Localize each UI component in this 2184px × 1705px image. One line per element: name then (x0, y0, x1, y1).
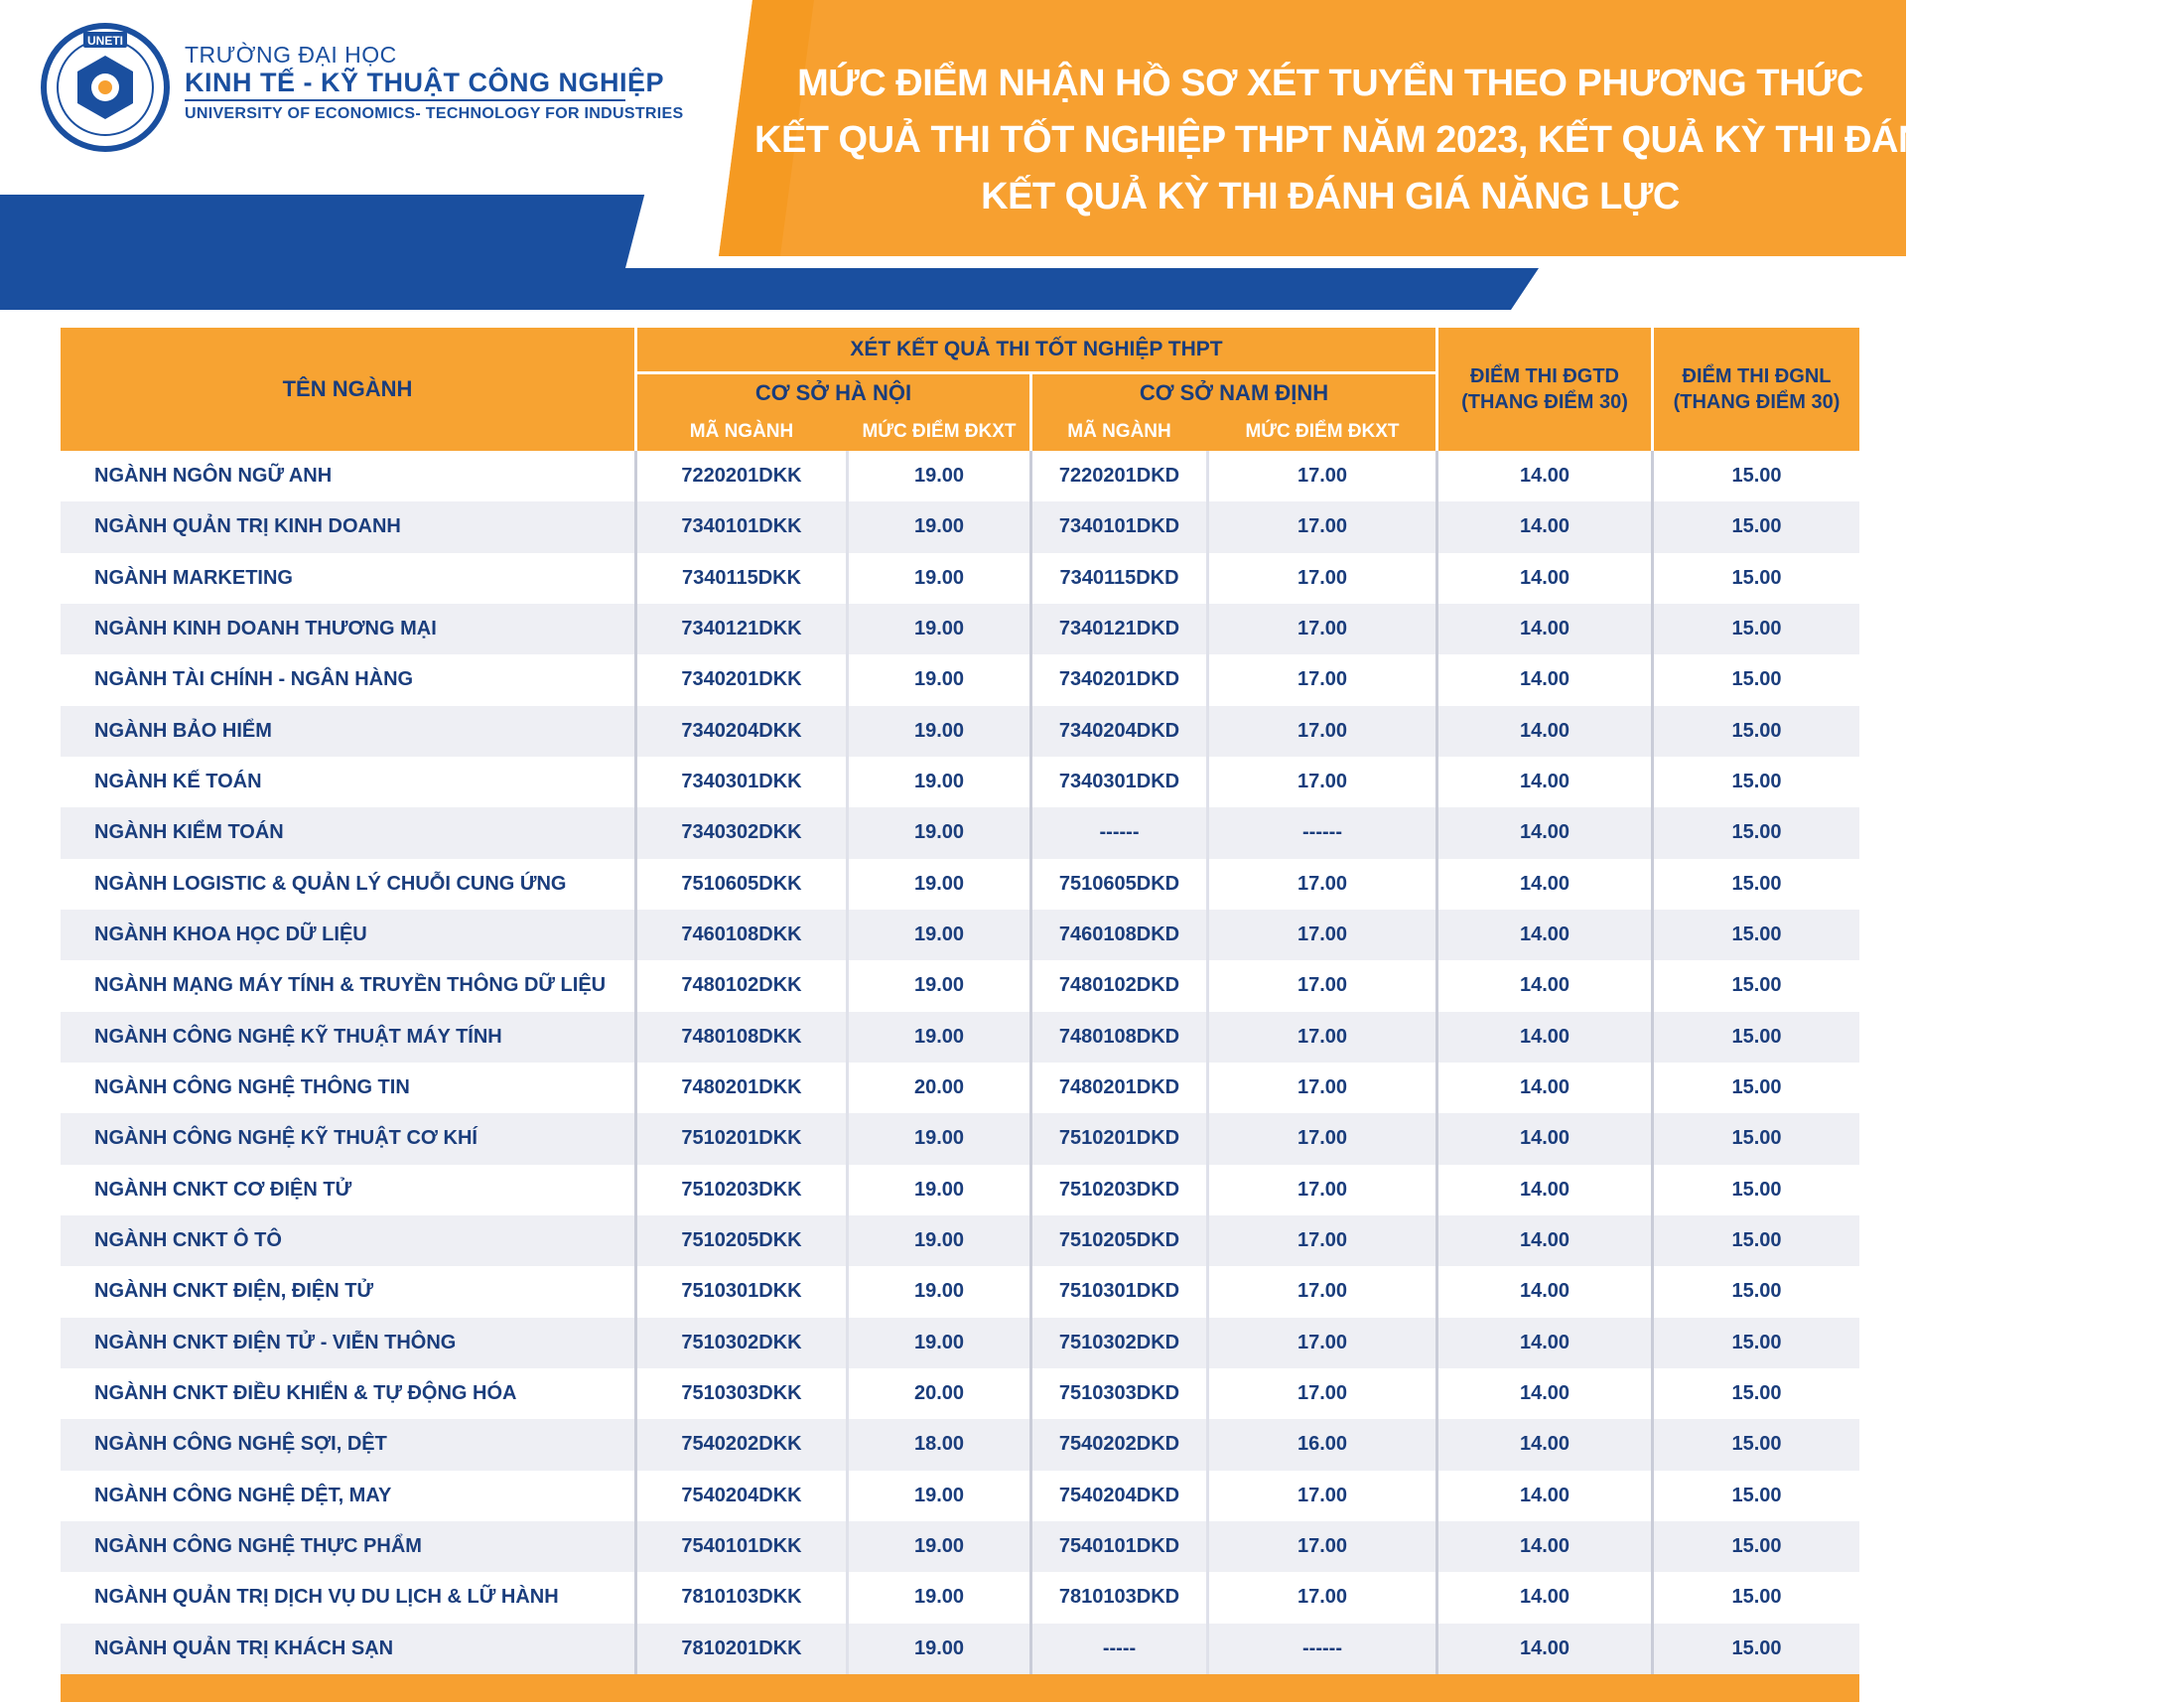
namdinh-score-cell: 17.00 (1297, 1025, 1348, 1048)
dgnl-score-cell: 15.00 (1731, 1484, 1782, 1506)
dgnl-score-cell: 15.00 (1731, 872, 1782, 895)
namdinh-code-cell: 7540204DKD (1058, 1484, 1180, 1506)
dgnl-score-cell: 15.00 (1731, 1229, 1782, 1252)
hanoi-code-cell: 7340121DKK (681, 618, 802, 640)
dgtd-score-cell: 14.00 (1519, 821, 1570, 844)
logo-uneti-text: UNETI (87, 34, 123, 48)
dgnl-score-cell: 15.00 (1731, 465, 1782, 488)
hanoi-score-cell: 19.00 (913, 719, 965, 742)
headline-line2: KẾT QUẢ THI TỐT NGHIỆP THPT NĂM 2023, KẾT QUẢ KỲ THI ĐÁNH GIÁ TƯ DUY, (754, 119, 2184, 161)
table-row (61, 604, 1859, 654)
dgtd-score-cell: 14.00 (1519, 1229, 1570, 1252)
hanoi-score-cell: 18.00 (913, 1433, 965, 1456)
dgnl-score-cell: 15.00 (1731, 1331, 1782, 1353)
admission-score-table (61, 328, 1859, 1702)
namdinh-score-cell: 17.00 (1297, 872, 1348, 895)
dgtd-score-cell: 14.00 (1519, 1178, 1570, 1201)
namdinh-score-cell: 17.00 (1297, 1229, 1348, 1252)
major-name-cell: NGÀNH KẾ TOÁN (94, 771, 262, 793)
column-divider (1651, 451, 1654, 1674)
dgtd-score-cell: 14.00 (1519, 1127, 1570, 1150)
table-body (61, 451, 1859, 1674)
namdinh-score-cell: 17.00 (1297, 1127, 1348, 1150)
namdinh-score-cell: 17.00 (1297, 1382, 1348, 1405)
table-row (61, 451, 1859, 501)
table-row (61, 1266, 1859, 1317)
hanoi-score-cell: 19.00 (913, 618, 965, 640)
table-row (61, 1471, 1859, 1521)
table-row (61, 960, 1859, 1011)
hanoi-code-cell: 7340201DKK (681, 668, 802, 691)
table-row (61, 1572, 1859, 1623)
major-name-cell: NGÀNH QUẢN TRỊ KHÁCH SẠN (94, 1636, 394, 1659)
hanoi-code-cell: 7540101DKK (681, 1535, 802, 1558)
namdinh-code-cell: 7540101DKD (1058, 1535, 1180, 1558)
school-name-line1: TRƯỜNG ĐẠI HỌC (185, 42, 397, 68)
school-name-line2: KINH TẾ - KỸ THUẬT CÔNG NGHIỆP (185, 68, 665, 97)
namdinh-score-cell: 17.00 (1297, 719, 1348, 742)
major-name-cell: NGÀNH TÀI CHÍNH - NGÂN HÀNG (94, 668, 414, 691)
namdinh-code-cell: 7340115DKD (1059, 566, 1179, 589)
dgnl-score-cell: 15.00 (1731, 1178, 1782, 1201)
hanoi-code-cell: 7510205DKK (681, 1229, 802, 1252)
namdinh-score-cell: 17.00 (1297, 1586, 1348, 1609)
major-name-cell: NGÀNH CNKT ĐIỀU KHIỂN & TỰ ĐỘNG HÓA (94, 1382, 517, 1405)
dgnl-score-cell: 15.00 (1731, 1433, 1782, 1456)
hanoi-score-cell: 19.00 (913, 771, 965, 793)
dgtd-score-cell: 14.00 (1519, 1535, 1570, 1558)
table-row (61, 1368, 1859, 1419)
header-divider (1435, 328, 1438, 451)
namdinh-code-cell: ----- (1102, 1636, 1137, 1659)
namdinh-code-cell: 7510605DKD (1058, 872, 1180, 895)
dgtd-score-cell: 14.00 (1519, 924, 1570, 946)
hanoi-code-cell: 7510301DKK (681, 1280, 802, 1303)
hanoi-score-cell: 20.00 (913, 1076, 965, 1099)
dgnl-score-cell: 15.00 (1731, 668, 1782, 691)
header-dgtd-line2: (THANG ĐIỂM 30) (1461, 391, 1628, 413)
dgnl-score-cell: 15.00 (1731, 1535, 1782, 1558)
dgnl-score-cell: 15.00 (1731, 924, 1782, 946)
major-name-cell: NGÀNH CNKT ĐIỆN TỬ - VIỄN THÔNG (94, 1331, 457, 1353)
hanoi-code-cell: 7540202DKK (681, 1433, 802, 1456)
hanoi-code-cell: 7480102DKK (681, 974, 802, 997)
major-name-cell: NGÀNH MARKETING (94, 566, 293, 589)
namdinh-score-cell: 17.00 (1297, 1484, 1348, 1506)
table-row (61, 757, 1859, 807)
major-name-cell: NGÀNH CÔNG NGHỆ KỸ THUẬT MÁY TÍNH (94, 1025, 502, 1048)
dgnl-score-cell: 15.00 (1731, 515, 1782, 538)
namdinh-score-cell: ------ (1302, 1636, 1342, 1659)
namdinh-code-cell: 7340301DKD (1058, 771, 1180, 793)
hanoi-score-cell: 19.00 (913, 566, 965, 589)
table-row (61, 1419, 1859, 1470)
hanoi-code-cell: 7340101DKK (681, 515, 802, 538)
header-thpt-group: XÉT KẾT QUẢ THI TỐT NGHIỆP THPT (850, 338, 1223, 360)
dgnl-score-cell: 15.00 (1731, 1586, 1782, 1609)
namdinh-score-cell: 17.00 (1297, 1331, 1348, 1353)
dgtd-score-cell: 14.00 (1519, 1433, 1570, 1456)
dgtd-score-cell: 14.00 (1519, 1382, 1570, 1405)
table-row (61, 1165, 1859, 1215)
header-dgtd (1438, 328, 1651, 451)
major-name-cell: NGÀNH CNKT CƠ ĐIỆN TỬ (94, 1178, 352, 1201)
hanoi-code-cell: 7220201DKK (681, 465, 802, 488)
namdinh-score-cell: 17.00 (1297, 1535, 1348, 1558)
header-campus-hanoi: CƠ SỞ HÀ NỘI (754, 380, 912, 405)
hanoi-code-cell: 7340302DKK (681, 821, 802, 844)
namdinh-code-cell: 7510201DKD (1058, 1127, 1180, 1150)
dgtd-score-cell: 14.00 (1519, 515, 1570, 538)
hanoi-code-cell: 7480201DKK (681, 1076, 802, 1099)
namdinh-score-cell: 17.00 (1297, 618, 1348, 640)
dgtd-score-cell: 14.00 (1519, 465, 1570, 488)
namdinh-code-cell: ------ (1099, 821, 1140, 844)
university-logo (36, 18, 175, 157)
school-name-english: UNIVERSITY OF ECONOMICS- TECHNOLOGY FOR INDUSTRIES (185, 105, 684, 122)
namdinh-code-cell: 7510205DKD (1058, 1229, 1180, 1252)
table-row (61, 1318, 1859, 1368)
headline-line3: KẾT QUẢ KỲ THI ĐÁNH GIÁ NĂNG LỰC (981, 176, 1680, 217)
dgtd-score-cell: 14.00 (1519, 566, 1570, 589)
header-hanoi-score: MỨC ĐIỂM ĐKXT (862, 421, 1017, 442)
headline (754, 56, 2184, 225)
column-divider (634, 451, 637, 1674)
hanoi-score-cell: 19.00 (913, 515, 965, 538)
namdinh-code-cell: 7510303DKD (1058, 1382, 1180, 1405)
major-name-cell: NGÀNH CNKT ĐIỆN, ĐIỆN TỬ (94, 1280, 374, 1303)
hanoi-score-cell: 19.00 (913, 924, 965, 946)
dgnl-score-cell: 15.00 (1731, 1025, 1782, 1048)
namdinh-code-cell: 7540202DKD (1058, 1433, 1180, 1456)
table-row (61, 501, 1859, 552)
hanoi-score-cell: 19.00 (913, 1535, 965, 1558)
hanoi-code-cell: 7510203DKK (681, 1178, 802, 1201)
table-row (61, 706, 1859, 757)
namdinh-code-cell: 7340204DKD (1058, 719, 1180, 742)
hanoi-score-cell: 19.00 (913, 1280, 965, 1303)
major-name-cell: NGÀNH MẠNG MÁY TÍNH & TRUYỀN THÔNG DỮ LIỆU (94, 974, 607, 997)
dgnl-score-cell: 15.00 (1731, 1382, 1782, 1405)
table-row (61, 1113, 1859, 1164)
hanoi-score-cell: 19.00 (913, 1636, 965, 1659)
header-dgtd-line1: ĐIỂM THI ĐGTD (1470, 365, 1619, 387)
hanoi-score-cell: 19.00 (913, 1586, 965, 1609)
header-hanoi-code: MÃ NGÀNH (689, 421, 794, 442)
headline-line1: MỨC ĐIỂM NHẬN HỒ SƠ XÉT TUYỂN THEO PHƯƠNG THỨC (797, 63, 1863, 104)
major-name-cell: NGÀNH CÔNG NGHỆ THÔNG TIN (94, 1076, 410, 1099)
table-header (61, 328, 1859, 451)
major-name-cell: NGÀNH CÔNG NGHỆ DỆT, MAY (94, 1484, 392, 1506)
column-divider (1206, 451, 1209, 1674)
header-divider (634, 371, 1438, 374)
hanoi-code-cell: 7510201DKK (681, 1127, 802, 1150)
namdinh-code-cell: 7340121DKD (1058, 618, 1180, 640)
namdinh-code-cell: 7480201DKD (1058, 1076, 1180, 1099)
dgtd-score-cell: 14.00 (1519, 719, 1570, 742)
hanoi-code-cell: 7340204DKK (681, 719, 802, 742)
dgnl-score-cell: 15.00 (1731, 1076, 1782, 1099)
header-divider (1029, 371, 1032, 451)
namdinh-score-cell: 17.00 (1297, 1076, 1348, 1099)
table-footer-band (61, 1674, 1859, 1702)
hanoi-score-cell: 19.00 (913, 1178, 965, 1201)
major-name-cell: NGÀNH KHOA HỌC DỮ LIỆU (94, 924, 367, 946)
header-namdinh-code: MÃ NGÀNH (1067, 421, 1171, 442)
dgtd-score-cell: 14.00 (1519, 1484, 1570, 1506)
dgtd-score-cell: 14.00 (1519, 1076, 1570, 1099)
table-row (61, 553, 1859, 604)
namdinh-score-cell: 17.00 (1297, 465, 1348, 488)
table-row (61, 1063, 1859, 1113)
table-row (61, 1215, 1859, 1266)
dgtd-score-cell: 14.00 (1519, 618, 1570, 640)
namdinh-code-cell: 7510203DKD (1058, 1178, 1180, 1201)
namdinh-code-cell: 7340101DKD (1058, 515, 1180, 538)
header-major-name: TÊN NGÀNH (282, 376, 413, 401)
major-name-cell: NGÀNH NGÔN NGỮ ANH (94, 465, 333, 488)
major-name-cell: NGÀNH CÔNG NGHỆ THỰC PHẨM (94, 1535, 422, 1558)
table-row (61, 910, 1859, 960)
dgnl-score-cell: 15.00 (1731, 566, 1782, 589)
dgtd-score-cell: 14.00 (1519, 1636, 1570, 1659)
header-campus-namdinh: CƠ SỞ NAM ĐỊNH (1139, 380, 1329, 405)
dgnl-score-cell: 15.00 (1731, 1636, 1782, 1659)
table-row (61, 1012, 1859, 1063)
dgtd-score-cell: 14.00 (1519, 668, 1570, 691)
table-row (61, 807, 1859, 858)
dgtd-score-cell: 14.00 (1519, 1280, 1570, 1303)
hanoi-code-cell: 7810201DKK (681, 1636, 802, 1659)
hanoi-code-cell: 7480108DKK (681, 1025, 802, 1048)
table-row (61, 654, 1859, 705)
header-divider (634, 328, 637, 451)
hanoi-score-cell: 19.00 (913, 1331, 965, 1353)
namdinh-score-cell: 17.00 (1297, 668, 1348, 691)
header-namdinh-score: MỨC ĐIỂM ĐKXT (1245, 421, 1400, 442)
hanoi-code-cell: 7460108DKK (681, 924, 802, 946)
header-dgnl-line2: (THANG ĐIỂM 30) (1673, 391, 1841, 413)
namdinh-score-cell: 17.00 (1297, 515, 1348, 538)
major-name-cell: NGÀNH CNKT Ô TÔ (94, 1229, 282, 1252)
namdinh-score-cell: 16.00 (1297, 1433, 1348, 1456)
namdinh-score-cell: 17.00 (1297, 924, 1348, 946)
school-name-underline (185, 99, 625, 101)
hanoi-score-cell: 19.00 (913, 465, 965, 488)
dgnl-score-cell: 15.00 (1731, 719, 1782, 742)
major-name-cell: NGÀNH KINH DOANH THƯƠNG MẠI (94, 618, 437, 640)
namdinh-code-cell: 7480108DKD (1058, 1025, 1180, 1048)
dgtd-score-cell: 14.00 (1519, 771, 1570, 793)
column-divider (1435, 451, 1438, 1674)
major-name-cell: NGÀNH QUẢN TRỊ KINH DOANH (94, 515, 401, 538)
hanoi-code-cell: 7510605DKK (681, 872, 802, 895)
dgtd-score-cell: 14.00 (1519, 974, 1570, 997)
hanoi-score-cell: 20.00 (913, 1382, 965, 1405)
hanoi-score-cell: 19.00 (913, 1127, 965, 1150)
namdinh-score-cell: 17.00 (1297, 1178, 1348, 1201)
dgnl-score-cell: 15.00 (1731, 1280, 1782, 1303)
dgtd-score-cell: 14.00 (1519, 1331, 1570, 1353)
dgtd-score-cell: 14.00 (1519, 1025, 1570, 1048)
major-name-cell: NGÀNH CÔNG NGHỆ KỸ THUẬT CƠ KHÍ (94, 1127, 478, 1150)
dgtd-score-cell: 14.00 (1519, 872, 1570, 895)
namdinh-code-cell: 7460108DKD (1058, 924, 1180, 946)
hanoi-code-cell: 7540204DKK (681, 1484, 802, 1506)
dgnl-score-cell: 15.00 (1731, 974, 1782, 997)
hanoi-score-cell: 19.00 (913, 872, 965, 895)
major-name-cell: NGÀNH KIỂM TOÁN (94, 821, 284, 844)
namdinh-score-cell: ------ (1302, 821, 1342, 844)
dgnl-score-cell: 15.00 (1731, 1127, 1782, 1150)
namdinh-code-cell: 7340201DKD (1058, 668, 1180, 691)
dgnl-score-cell: 15.00 (1731, 618, 1782, 640)
hanoi-score-cell: 19.00 (913, 668, 965, 691)
column-divider (846, 451, 849, 1674)
column-divider (1029, 451, 1032, 1674)
table-row (61, 1624, 1859, 1674)
dgnl-score-cell: 15.00 (1731, 821, 1782, 844)
namdinh-code-cell: 7480102DKD (1058, 974, 1180, 997)
hanoi-code-cell: 7810103DKK (681, 1586, 802, 1609)
header-dgnl-line1: ĐIỂM THI ĐGNL (1682, 365, 1832, 387)
table-row (61, 1521, 1859, 1572)
namdinh-code-cell: 7510302DKD (1058, 1331, 1180, 1353)
major-name-cell: NGÀNH LOGISTIC & QUẢN LÝ CHUỖI CUNG ỨNG (94, 872, 567, 895)
hanoi-code-cell: 7510302DKK (681, 1331, 802, 1353)
namdinh-code-cell: 7510301DKD (1058, 1280, 1180, 1303)
major-name-cell: NGÀNH BẢO HIỂM (94, 719, 272, 742)
namdinh-score-cell: 17.00 (1297, 566, 1348, 589)
hanoi-score-cell: 19.00 (913, 1484, 965, 1506)
table-row (61, 859, 1859, 910)
hanoi-code-cell: 7340301DKK (681, 771, 802, 793)
header-dgnl (1654, 328, 1859, 451)
namdinh-code-cell: 7220201DKD (1058, 465, 1180, 488)
major-name-cell: NGÀNH QUẢN TRỊ DỊCH VỤ DU LỊCH & LỮ HÀNH (94, 1586, 559, 1609)
header-divider (1651, 328, 1654, 451)
hanoi-score-cell: 19.00 (913, 1229, 965, 1252)
namdinh-score-cell: 17.00 (1297, 1280, 1348, 1303)
dgtd-score-cell: 14.00 (1519, 1586, 1570, 1609)
dgnl-score-cell: 15.00 (1731, 771, 1782, 793)
hanoi-score-cell: 19.00 (913, 1025, 965, 1048)
namdinh-score-cell: 17.00 (1297, 974, 1348, 997)
hanoi-code-cell: 7510303DKK (681, 1382, 802, 1405)
major-name-cell: NGÀNH CÔNG NGHỆ SỢI, DỆT (94, 1433, 387, 1456)
hanoi-score-cell: 19.00 (913, 974, 965, 997)
namdinh-code-cell: 7810103DKD (1058, 1586, 1180, 1609)
namdinh-score-cell: 17.00 (1297, 771, 1348, 793)
hanoi-score-cell: 19.00 (913, 821, 965, 844)
hanoi-code-cell: 7340115DKK (681, 566, 802, 589)
